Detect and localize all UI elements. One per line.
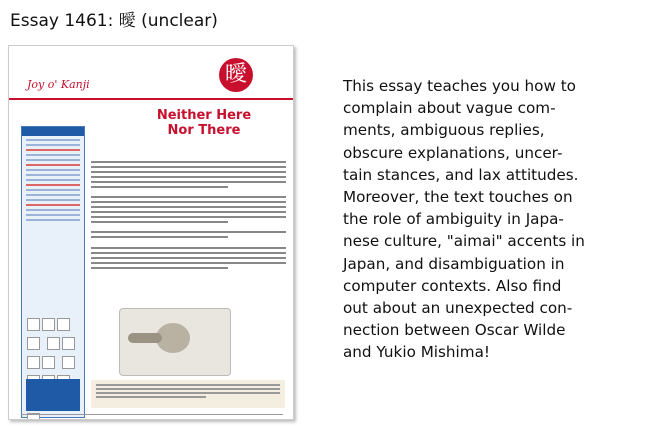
description-line: ments, ambiguous replies, <box>343 121 545 140</box>
description-line: tain stances, and lax attitudes. <box>343 165 579 184</box>
description-line: nection between Oscar Wilde <box>343 321 566 340</box>
profile-header <box>22 127 84 136</box>
description-line: Japan, and disambiguation in <box>343 254 565 273</box>
kanji-badge: 曖 <box>219 58 253 92</box>
headline-line-2: Nor There <box>167 123 241 138</box>
description-line: obscure explanations, uncer- <box>343 143 563 162</box>
illustration-caption <box>91 380 285 408</box>
essay-body-text <box>91 161 286 272</box>
description-line: This essay teaches you how to <box>343 77 576 95</box>
duck-rabbit-illustration <box>119 308 231 376</box>
description-line: computer contexts. Also find <box>343 276 562 295</box>
character-profile-panel <box>21 126 85 418</box>
essay-title: Essay 1461: 曖 (unclear) <box>10 11 218 31</box>
description-line: nese culture, "aimai" accents in <box>343 232 585 251</box>
description-line: complain about vague com- <box>343 99 556 118</box>
brand-logo: Joy o' Kanji <box>27 78 90 91</box>
essay-thumbnail[interactable] <box>8 45 294 420</box>
description-line: and Yukio Mishima! <box>343 343 490 362</box>
thumbnail-headline <box>149 108 259 138</box>
description-line: out about an unexpected con- <box>343 299 573 318</box>
description-line: Moreover, the text touches on <box>343 188 573 207</box>
header-rule <box>9 98 293 100</box>
headline-line-1: Neither Here <box>156 108 252 123</box>
description-line: the role of ambiguity in Japa- <box>343 210 564 229</box>
read-all-box <box>26 379 80 411</box>
essay-description <box>343 75 643 364</box>
footer-rule <box>21 414 283 415</box>
